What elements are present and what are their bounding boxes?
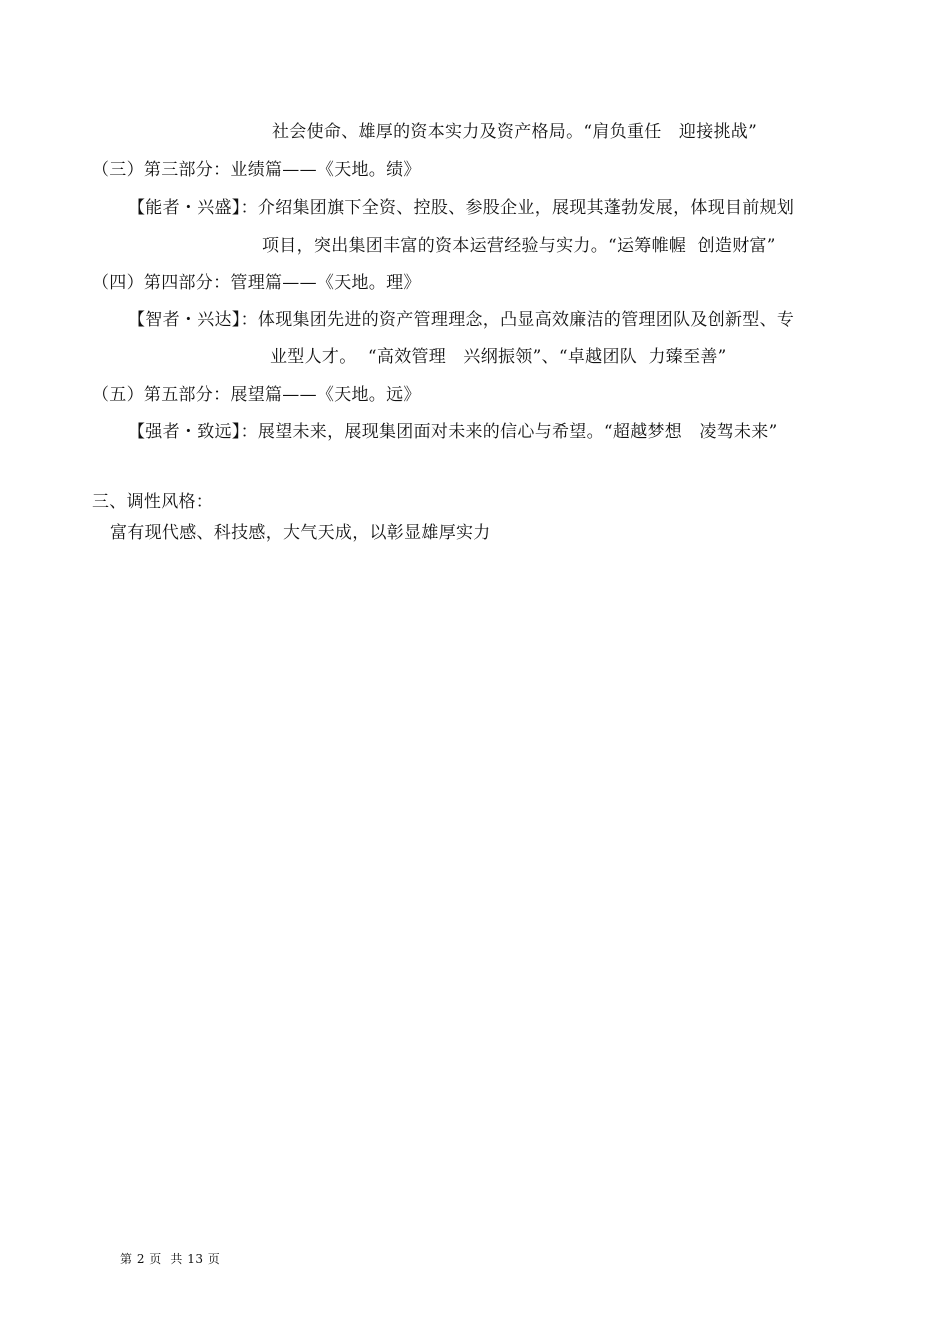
part4-heading: （四）第四部分：管理篇——《天地。理》 xyxy=(92,273,421,293)
part5-heading: （五）第五部分：展望篇——《天地。远》 xyxy=(92,385,421,405)
section3-body: 富有现代感、科技感，大气天成，以彰显雄厚实力 xyxy=(110,523,491,543)
part3-item-line-1: 【能者・兴盛】：介绍集团旗下全资、控股、参股企业，展现其蓬勃发展，体现目前规划 xyxy=(128,198,795,218)
intro-continuation-text: 社会使命、雄厚的资本实力及资产格局。“肩负重任 迎接挑战” xyxy=(272,122,758,142)
section3-heading: 三、调性风格： xyxy=(92,492,214,512)
part5-item-line-1: 【强者・致远】：展望未来，展现集团面对未来的信心与希望。“超越梦想 凌驾未来” xyxy=(128,422,778,442)
part3-item-line-2: 项目，突出集团丰富的资本运营经验与实力。“运筹帷幄 创造财富” xyxy=(262,236,776,256)
part3-heading: （三）第三部分：业绩篇——《天地。绩》 xyxy=(92,160,421,180)
part4-item-line-2: 业型人才。 “高效管理 兴纲振领”、“卓越团队 力臻至善” xyxy=(270,347,727,367)
part4-item-line-1: 【智者・兴达】：体现集团先进的资产管理理念，凸显高效廉洁的管理团队及创新型、专 xyxy=(128,310,795,330)
page-number-footer: 第 2 页 共 13 页 xyxy=(120,1252,221,1266)
